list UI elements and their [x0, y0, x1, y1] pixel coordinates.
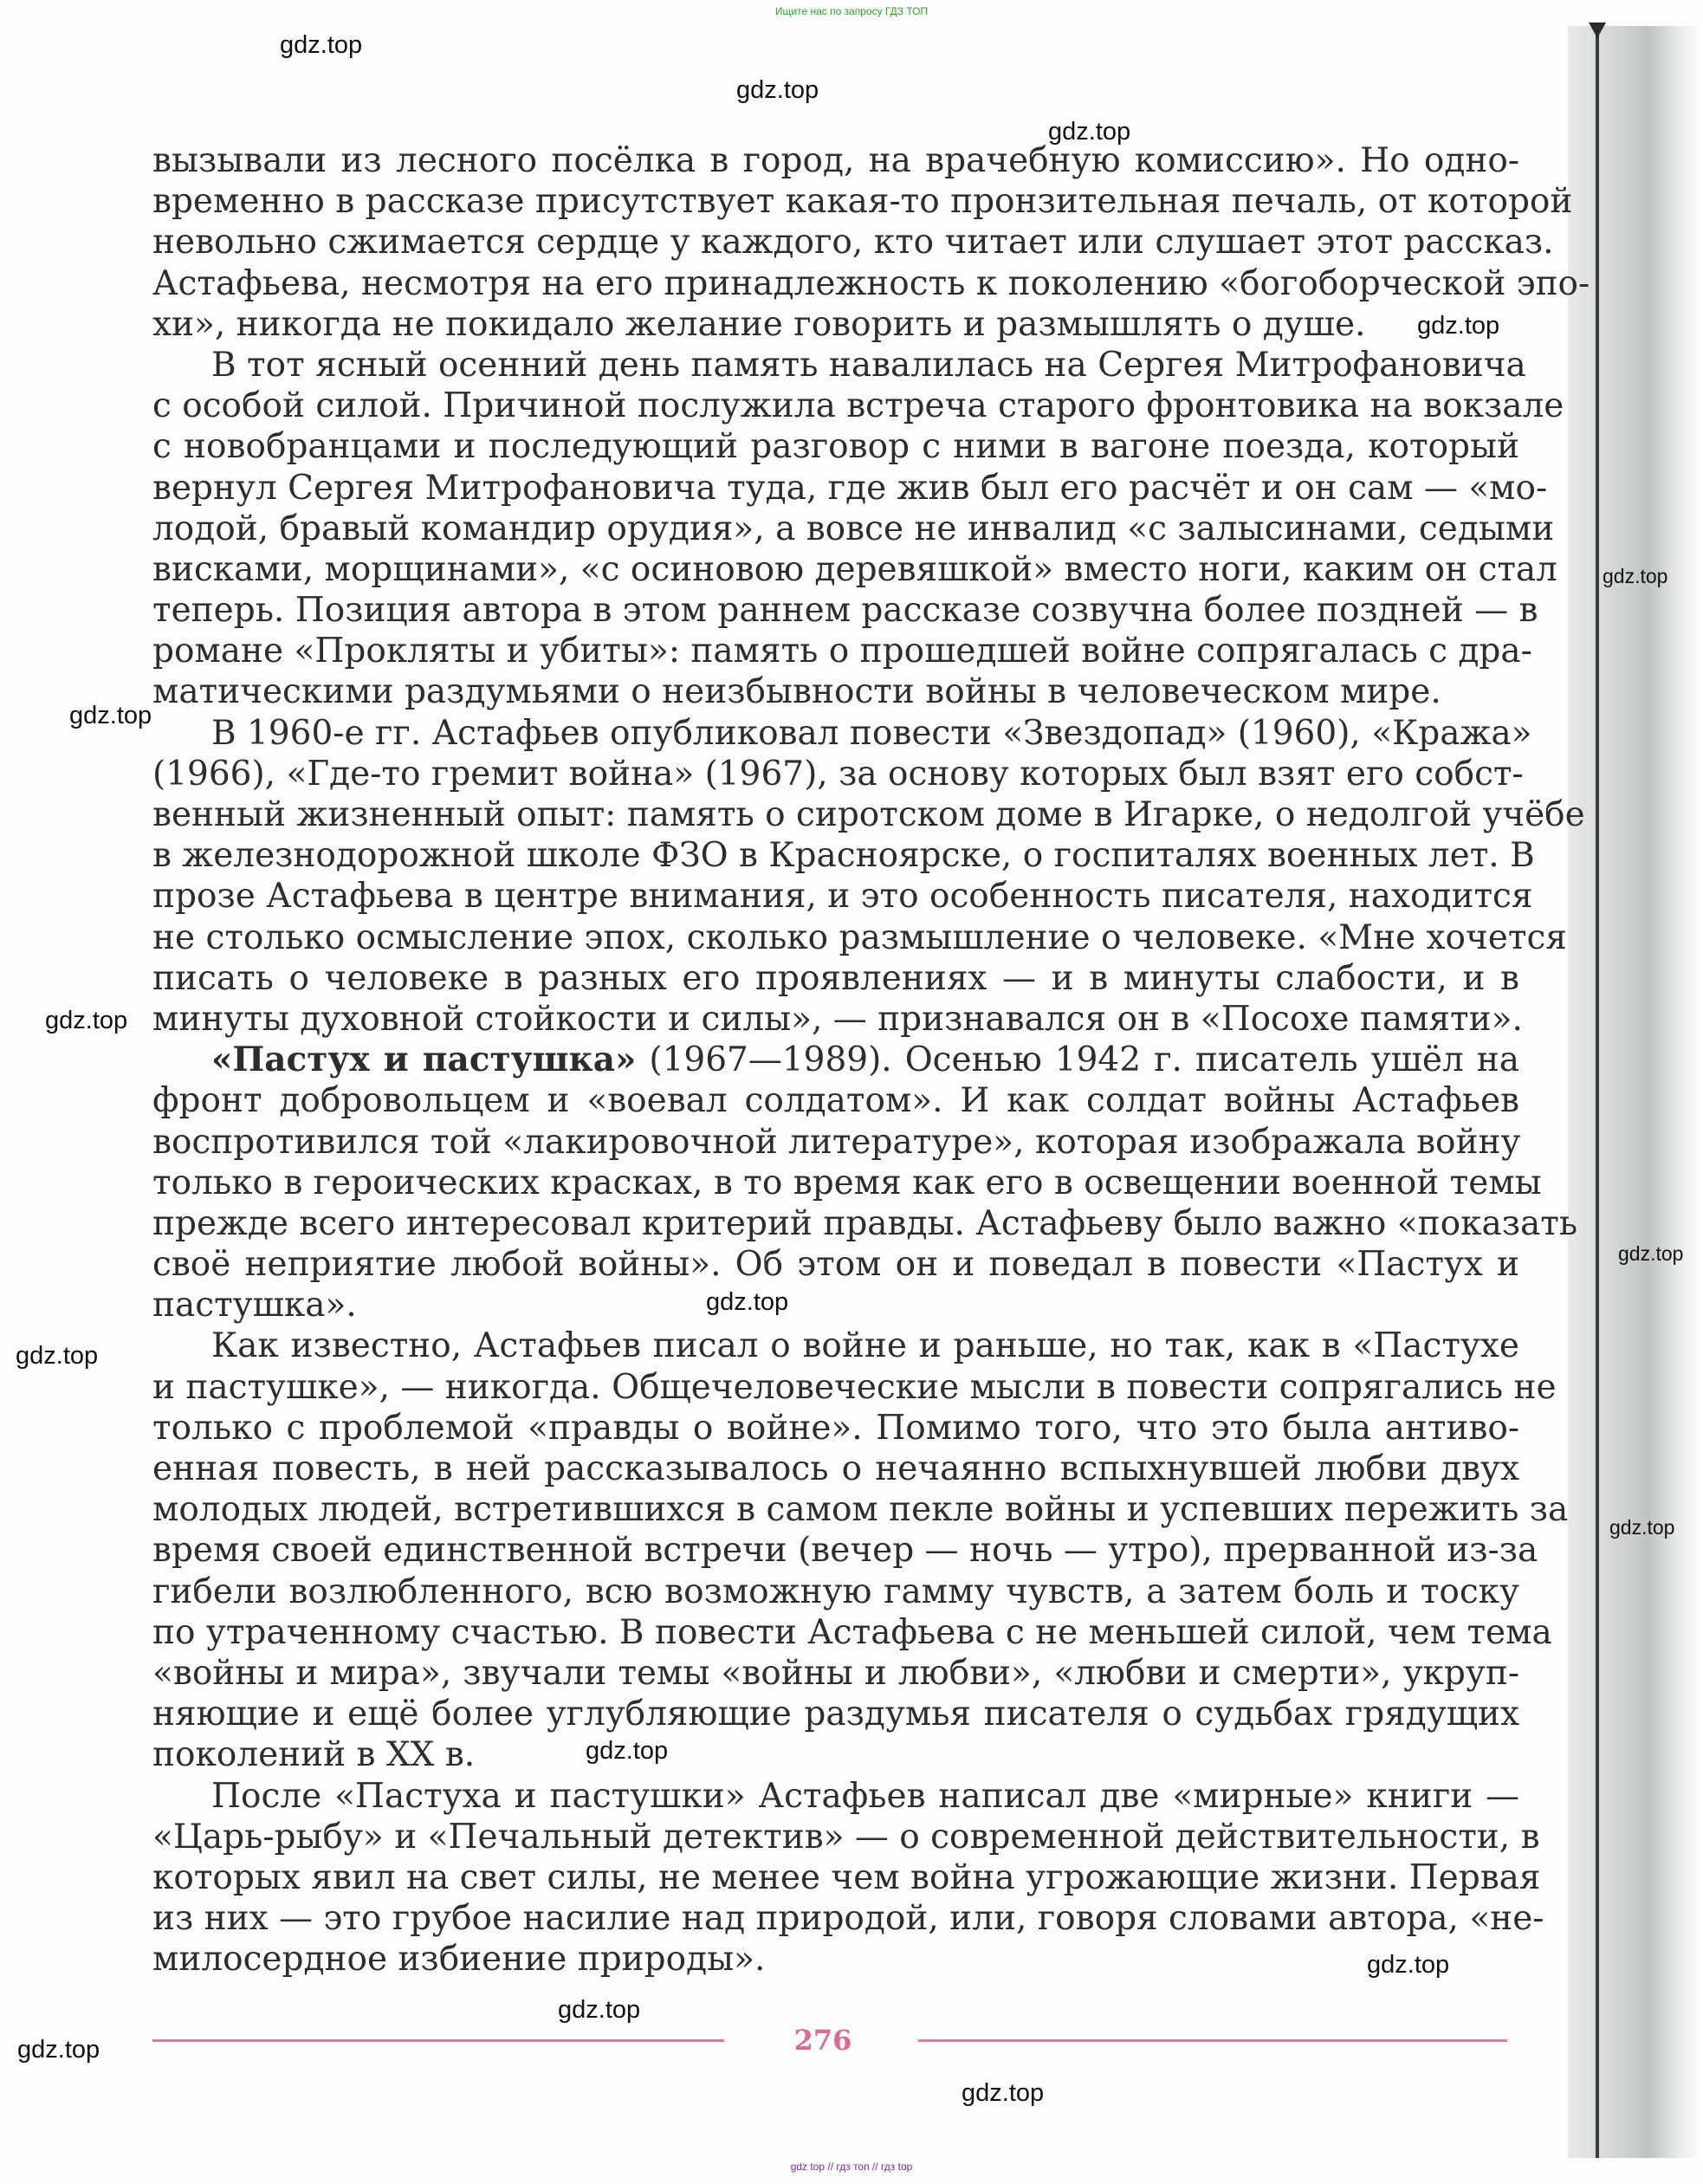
watermark: gdz.top — [1618, 1242, 1684, 1265]
text-segment: «войны и мира», звучали темы «войны и любви», «любви и смерти», укруп- — [152, 1653, 1519, 1693]
text-line — [152, 509, 1555, 549]
text-segment: только в героических красках, в то время как его в освещении военной темы — [152, 1163, 1542, 1202]
text-line — [152, 304, 1519, 345]
text-segment: которых явил на свет силы, не менее чем война угрожающие жизни. Первая — [152, 1857, 1541, 1897]
text-segment: матическими раздумьями о неизбывности войны в человеческом мире. — [152, 672, 1441, 712]
text-line — [152, 1163, 1542, 1203]
text-line — [152, 468, 1548, 509]
watermark: gdz.top — [280, 31, 363, 59]
text-line — [152, 1122, 1519, 1163]
text-line — [152, 1325, 1519, 1366]
text-segment: прозе Астафьева в центре внимания, и это особенность писателя, находится — [152, 877, 1533, 917]
text-segment: гибели возлюбленного, всю возможную гамму чувств, а затем боль и тоску — [152, 1572, 1519, 1611]
text-segment: минуты духовной стойкости и силы», — признавался он в «Посохе памяти». — [152, 999, 1523, 1039]
text-line — [152, 1734, 1519, 1775]
text-segment: хи», никогда не покидало желание говорить и размышлять о душе. — [152, 304, 1366, 344]
text-line — [152, 835, 1535, 876]
text-line — [152, 876, 1533, 917]
text-segment: фронт добровольцем и «воевал солдатом». И как солдат войны Астафьев — [152, 1081, 1519, 1121]
text-segment: вернул Сергея Митрофановича туда, где жив был его расчёт и он сам — «мо- — [152, 468, 1548, 508]
text-segment: енная повесть, в ней рассказывалось о нечаянно вспыхнувшей любви двух — [152, 1449, 1519, 1488]
text-line — [152, 345, 1526, 386]
watermark: gdz.top — [736, 76, 819, 104]
text-line — [152, 1530, 1538, 1571]
text-line — [152, 222, 1554, 262]
watermark: gdz.top — [16, 1342, 99, 1370]
text-line — [152, 1408, 1519, 1448]
text-segment: невольно сжимается сердце у каждого, кто читает или слушает этот рассказ. — [152, 223, 1554, 262]
text-line — [152, 917, 1567, 958]
spine-marker — [1589, 23, 1606, 38]
top-banner: Ищите нас по запросу ГДЗ ТОП — [774, 5, 929, 17]
paragraph — [152, 1325, 1569, 1775]
text-line — [152, 1040, 1519, 1080]
text-line — [152, 1572, 1519, 1612]
text-line — [152, 181, 1573, 222]
footer-rule-left — [152, 2039, 724, 2042]
text-line — [152, 1939, 1519, 1980]
text-line — [152, 590, 1538, 631]
text-segment: пастушка». — [152, 1286, 357, 1325]
text-line — [152, 1653, 1519, 1694]
text-line — [152, 1448, 1519, 1489]
watermark: gdz.top — [1417, 312, 1500, 340]
text-line — [152, 1489, 1569, 1530]
paragraph — [152, 713, 1585, 1040]
bold-title: «Пастух и пастушка» — [211, 1040, 637, 1080]
text-segment: венный жизненный опыт: память о сиротском доме в Игарке, о недолгой учёбе — [152, 795, 1585, 834]
text-line — [152, 1285, 1519, 1325]
paragraph — [152, 1776, 1544, 1980]
text-line — [152, 386, 1564, 426]
text-line — [152, 671, 1519, 712]
paragraph — [152, 1040, 1578, 1325]
text-line — [152, 1857, 1541, 1898]
text-segment: в железнодорожной школе ФЗО в Красноярске, о госпиталях военных лет. В — [152, 836, 1535, 876]
text-line — [152, 1776, 1519, 1817]
text-segment: романе «Прокляты и убиты»: память о прошедшей войне сопрягалась с дра- — [152, 632, 1532, 671]
bottom-banner: gdz top // гдз топ // гдз top — [790, 2161, 913, 2173]
book-spine-edge — [1596, 26, 1599, 2158]
footer-rule-right — [918, 2039, 1507, 2042]
paragraph — [152, 140, 1590, 345]
paragraph — [152, 345, 1564, 713]
page-number: 276 — [793, 2024, 852, 2057]
text-segment: После «Пастуха и пастушки» Астафьев написал две «мирные» книги — — [211, 1776, 1519, 1816]
text-segment: няющие и ещё более углубляющие раздумья писателя о судьбах грядущих — [152, 1695, 1519, 1734]
text-segment: время своей единственной встречи (вечер — ночь — утро), прерванной из-за — [152, 1531, 1538, 1571]
text-segment: милосердное избиение природы». — [152, 1940, 766, 1980]
text-line — [152, 140, 1519, 181]
text-segment: Как известно, Астафьев писал о войне и раньше, но так, как в «Пастухе — [211, 1326, 1519, 1366]
text-segment: вызывали из лесного посёлка в город, на врачебную комиссию». Но одно- — [152, 141, 1519, 180]
watermark: gdz.top — [558, 1996, 641, 2024]
text-segment: по утраченному счастью. В повести Астафьева с не меньшей силой, чем тема — [152, 1612, 1552, 1652]
text-segment: из них — это грубое насилие над природой, или, говоря словами автора, «не- — [152, 1899, 1544, 1939]
watermark: gdz.top — [1609, 1516, 1675, 1539]
text-segment: воспротивился той «лакировочной литературе», которая изображала войну — [152, 1122, 1521, 1162]
text-segment: с новобранцами и последующий разговор с ними в вагоне поезда, который — [152, 427, 1519, 467]
text-line — [152, 1898, 1544, 1939]
book-spine-shadow — [1568, 26, 1703, 2158]
text-line — [152, 549, 1557, 590]
text-segment: В 1960-е гг. Астафьев опубликовал повести «Звездопад» (1960), «Кража» — [211, 713, 1532, 753]
body-text — [152, 140, 1590, 1980]
watermark: gdz.top — [586, 1737, 669, 1765]
text-line — [152, 1244, 1519, 1285]
text-line — [152, 713, 1532, 754]
text-line — [152, 426, 1519, 467]
text-segment: «Царь-рыбу» и «Печальный детектив» — о современной действительности, в — [152, 1817, 1540, 1857]
text-line — [152, 263, 1590, 304]
watermark: gdz.top — [1367, 1951, 1450, 1979]
watermark: gdz.top — [17, 2036, 100, 2064]
text-segment: лодой, бравый командир орудия», а вовсе не инвалид «с залысинами, седыми — [152, 509, 1555, 548]
text-line — [152, 1694, 1519, 1734]
text-line — [152, 794, 1585, 835]
text-segment: своё неприятие любой войны». Об этом он и поведал в повести «Пастух и — [152, 1245, 1519, 1285]
text-line — [152, 958, 1519, 999]
text-line — [152, 1203, 1578, 1244]
text-segment: временно в рассказе присутствует какая-то пронзительная печаль, от которой — [152, 182, 1573, 222]
watermark: gdz.top — [1048, 118, 1131, 146]
text-segment: Астафьева, несмотря на его принадлежность к поколению «богоборческой эпо- — [152, 263, 1590, 303]
text-segment: только с проблемой «правды о войне». Помимо того, что это была антиво- — [152, 1408, 1519, 1448]
watermark: gdz.top — [69, 702, 152, 729]
text-segment: молодых людей, встретившихся в самом пекле войны и успевших пережить за — [152, 1490, 1569, 1530]
text-segment: поколений в XX в. — [152, 1735, 476, 1775]
watermark: gdz.top — [706, 1288, 789, 1316]
text-segment: (1967—1989). Осенью 1942 г. писатель ушёл на — [636, 1040, 1519, 1080]
watermark: gdz.top — [1603, 565, 1668, 587]
text-segment: и пастушке», — никогда. Общечеловеческие мысли в повести сопрягались не — [152, 1367, 1557, 1407]
text-segment: с особой силой. Причиной послужила встреча старого фронтовика на вокзале — [152, 386, 1564, 426]
text-line — [152, 1817, 1540, 1857]
text-segment: прежде всего интересовал критерий правды. Астафьеву было важно «показать — [152, 1203, 1578, 1243]
text-line — [152, 754, 1524, 794]
text-line — [152, 1080, 1519, 1121]
text-segment: писать о человеке в разных его проявлениях — и в минуты слабости, и в — [152, 958, 1519, 998]
watermark: gdz.top — [45, 1007, 128, 1034]
text-segment: висками, морщинами», «с осиновою деревяшкой» вместо ноги, каким он стал — [152, 549, 1557, 589]
text-line — [152, 1612, 1552, 1653]
text-segment: В тот ясный осенний день память навалилась на Сергея Митрофановича — [211, 345, 1526, 385]
text-segment: (1966), «Где-то гремит война» (1967), за основу которых был взят его собст- — [152, 754, 1524, 794]
text-line — [152, 999, 1523, 1040]
text-segment: не столько осмысление эпох, сколько размышление о человеке. «Мне хочется — [152, 917, 1567, 957]
text-line — [152, 631, 1532, 671]
text-segment: теперь. Позиция автора в этом раннем рассказе созвучна более поздней — в — [152, 591, 1538, 631]
watermark: gdz.top — [962, 2079, 1045, 2107]
text-line — [152, 1367, 1557, 1408]
